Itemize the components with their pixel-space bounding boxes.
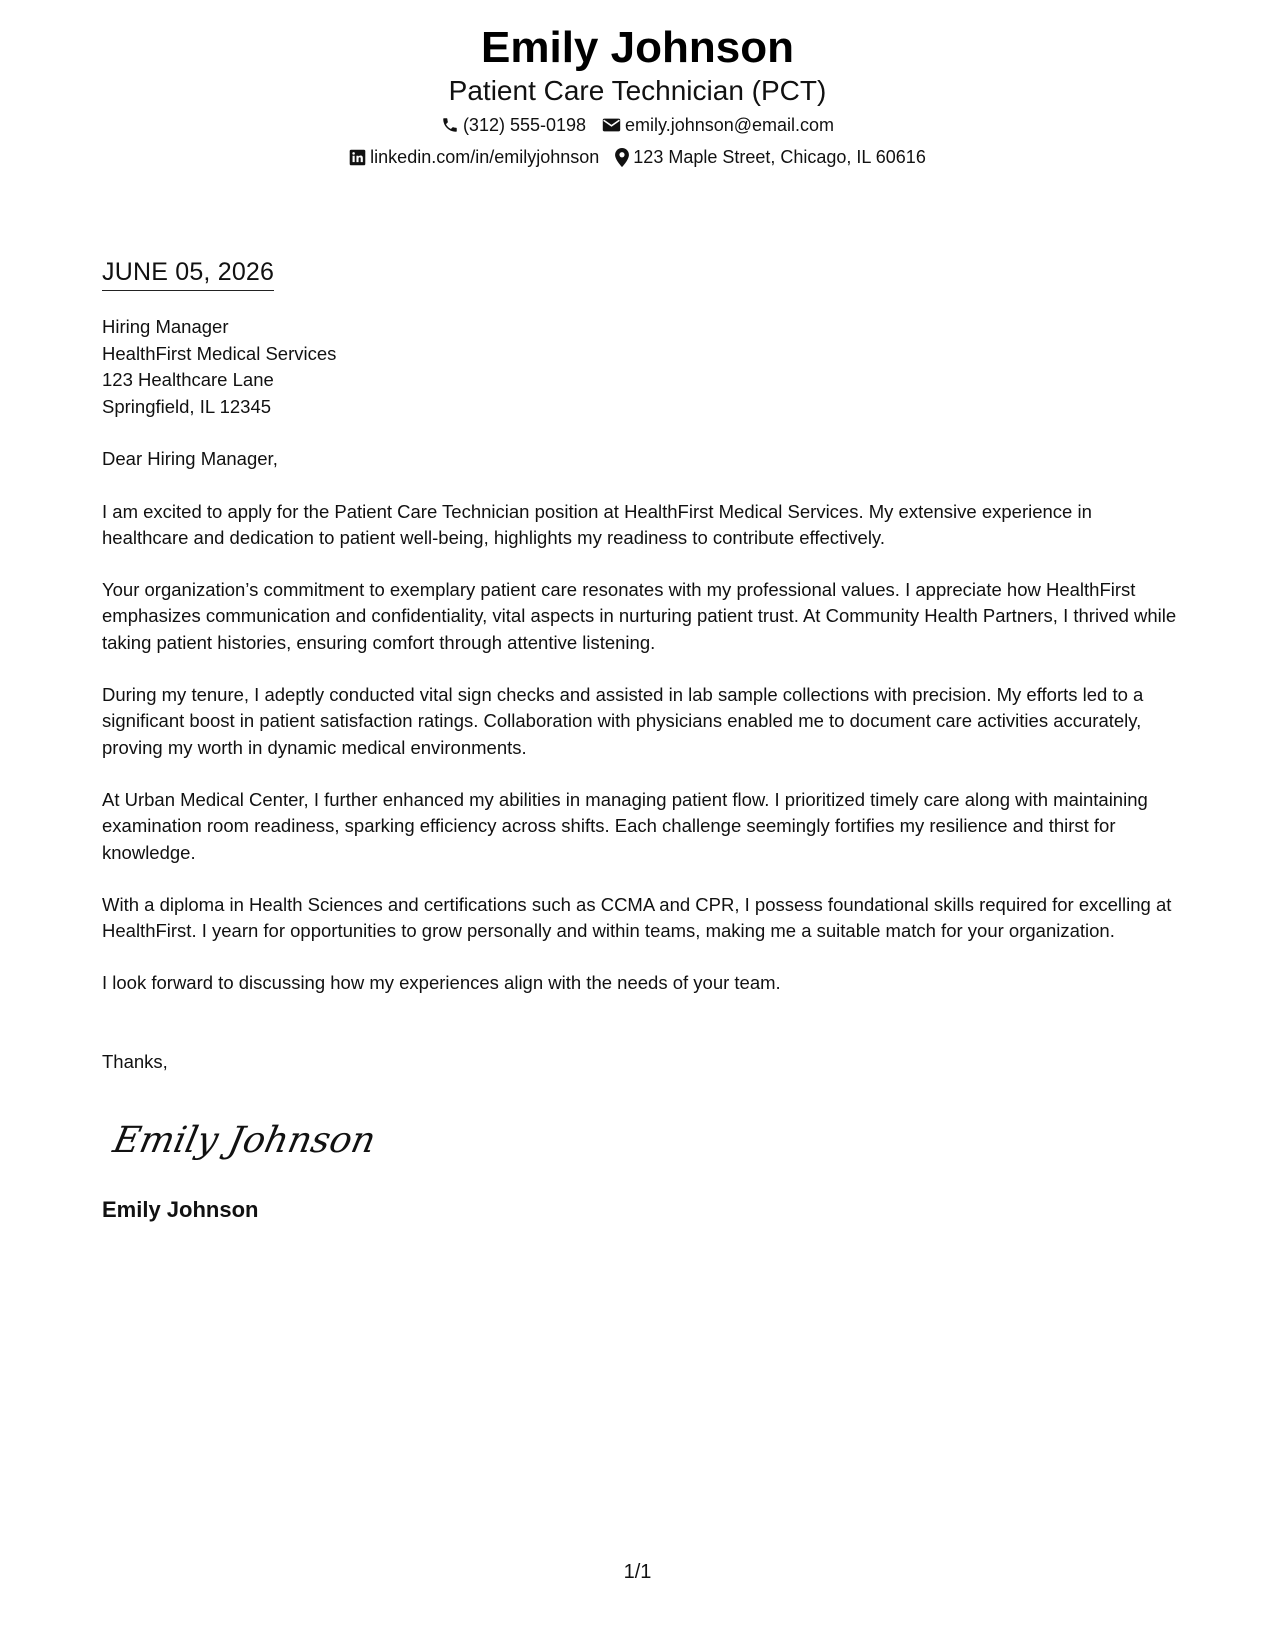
- recipient-line: 123 Healthcare Lane: [102, 369, 274, 390]
- applicant-title: Patient Care Technician (PCT): [448, 75, 827, 106]
- closing: [102, 1049, 1182, 1075]
- phone-icon: [441, 116, 459, 134]
- contact-row-2: [0, 146, 1275, 168]
- salutation-text: Dear Hiring Manager,: [102, 448, 278, 469]
- recipient-line: Hiring Manager: [102, 316, 229, 337]
- recipient-block: [102, 314, 336, 420]
- salutation: [102, 446, 1182, 472]
- handwritten-signature: [109, 1112, 380, 1177]
- linkedin-icon: [349, 149, 366, 166]
- page-number: 1/1: [623, 1561, 652, 1583]
- contact-phone: [441, 114, 586, 136]
- letter-date: JUNE 05, 2026: [102, 256, 274, 291]
- paragraph-text: With a diploma in Health Sciences and certifications such as CCMA and CPR, I possess foundational skills required for excelling at HealthFirst. I yearn for opportunities to grow personally and within teams, making me a suitable match for your organization.: [102, 894, 1172, 942]
- closing-text: Thanks,: [102, 1051, 168, 1072]
- paragraph-text: Your organization’s commitment to exemplary patient care resonates with my professional values. I appreciate how HealthFirst emphasizes communication and confidentiality, vital aspects in nurturing patient trust. At Community Health Partners, I thrived while taking patient histories, ensuring comfort through attentive listening.: [102, 579, 1177, 653]
- address-text: 123 Maple Street, Chicago, IL 60616: [633, 147, 926, 167]
- letter-header: [0, 22, 1275, 168]
- paragraph-text: I look forward to discussing how my experiences align with the needs of your team.: [102, 972, 781, 993]
- signer-name: Emily Johnson: [102, 1197, 259, 1222]
- paragraph-text: During my tenure, I adeptly conducted vital sign checks and assisted in lab sample collections with precision. My efforts led to a significant boost in patient satisfaction ratings. Collaboration with physicians enabled me to document care activities accurately, proving my worth in dynamic medical environments.: [102, 684, 1144, 758]
- letter-paragraph: [102, 970, 1182, 996]
- paragraph-text: At Urban Medical Center, I further enhanced my abilities in managing patient flow. I prioritized timely care along with maintaining examination room readiness, sparking efficiency across shifts. Each challenge seemingly fortifies my resilience and thirst for knowledge.: [102, 789, 1148, 863]
- paragraph-text: I am excited to apply for the Patient Care Technician position at HealthFirst Medical Services. My extensive experience in healthcare and dedication to patient well-being, highlights my readiness to contribute effectively.: [102, 501, 1092, 549]
- map-pin-icon: [615, 148, 629, 167]
- email-text: emily.johnson@email.com: [625, 115, 835, 135]
- recipient-line: HealthFirst Medical Services: [102, 342, 337, 364]
- letter-paragraph: [102, 499, 1182, 552]
- phone-text: (312) 555-0198: [462, 115, 587, 135]
- applicant-name: Emily Johnson: [481, 23, 794, 72]
- linkedin-text: linkedin.com/in/emilyjohnson: [370, 147, 600, 167]
- letter-paragraph: [102, 787, 1182, 866]
- contact-linkedin: [349, 146, 599, 168]
- letter-paragraph: [102, 892, 1182, 945]
- letter-paragraph: [102, 682, 1182, 761]
- svg-text:Emily Johnson: Emily Johnson: [109, 1118, 380, 1161]
- letter-paragraph: [102, 577, 1182, 656]
- contact-email: [602, 114, 834, 136]
- recipient-line: Springfield, IL 12345: [102, 395, 272, 417]
- contact-address: [615, 146, 926, 168]
- contact-row-1: [0, 114, 1275, 136]
- envelope-icon: [602, 117, 621, 133]
